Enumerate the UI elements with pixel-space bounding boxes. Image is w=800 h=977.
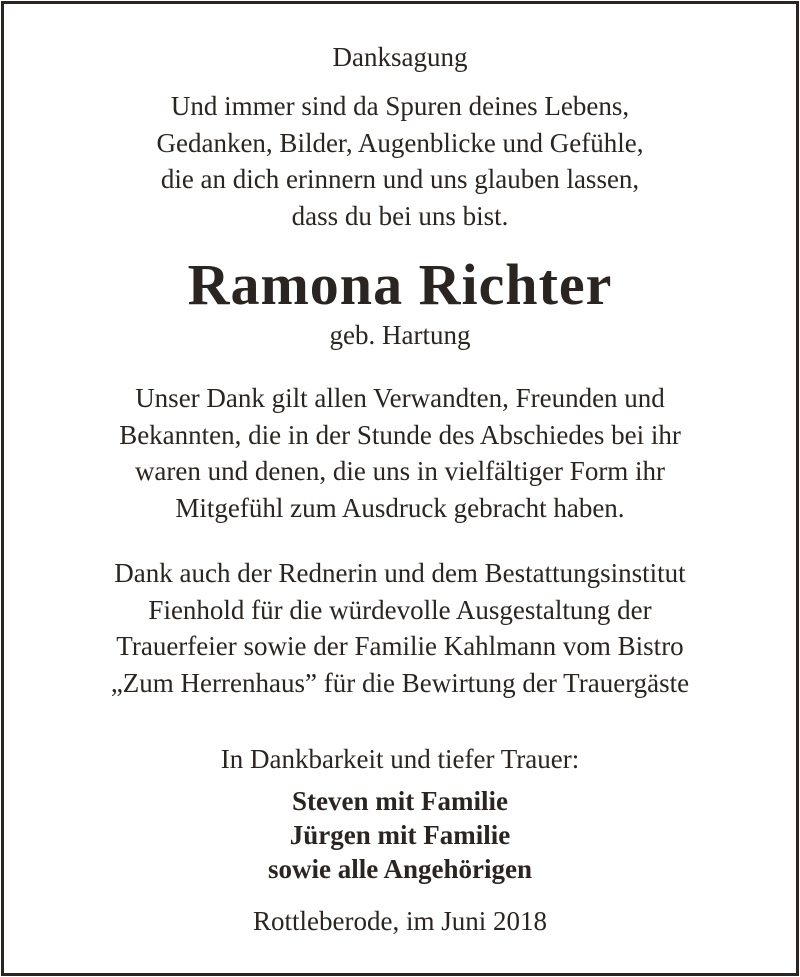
place-and-date: Rottleberode, im Juni 2018 <box>253 906 547 936</box>
text-line: Dank auch der Rednerin und dem Bestattungsinstitut <box>114 558 686 588</box>
signers-list <box>0 784 800 886</box>
text-line: Mitgefühl zum Ausdruck gebracht haben. <box>175 492 625 523</box>
thanks-paragraph-1 <box>0 380 800 526</box>
verse-line: dass du bei uns bist. <box>291 200 509 231</box>
signer: Jürgen mit Familie <box>289 820 511 850</box>
thanks-paragraph-2 <box>0 555 800 701</box>
text-line: Fienhold für die würdevolle Ausgestaltung der <box>148 594 652 625</box>
notice-heading: Danksagung <box>332 42 468 72</box>
verse-line: die an dich erinnern und uns glauben lassen, <box>160 164 640 194</box>
text-line: „Zum Herrenhaus” für die Bewirtung der Trauergäste <box>110 667 690 698</box>
verse-line: Gedanken, Bilder, Augenblicke und Gefühle, <box>156 127 644 158</box>
maiden-name: geb. Hartung <box>329 320 471 350</box>
closing-intro: In Dankbarkeit und tiefer Trauer: <box>220 744 580 774</box>
text-line: Unser Dank gilt allen Verwandten, Freunden und <box>135 383 665 413</box>
verse-line: Und immer sind da Spuren deines Lebens, <box>170 91 630 121</box>
text-line: waren und denen, die uns in vielfältiger Form ihr <box>134 456 666 486</box>
deceased-name: Ramona Richter <box>187 252 613 317</box>
signer: Steven mit Familie <box>292 786 508 816</box>
signer: sowie alle Angehörigen <box>268 854 532 884</box>
text-line: Trauerfeier sowie der Familie Kahlmann vom Bistro <box>116 631 684 661</box>
memorial-verse <box>0 88 800 234</box>
text-line: Bekannten, die in der Stunde des Abschiedes bei ihr <box>119 419 681 450</box>
